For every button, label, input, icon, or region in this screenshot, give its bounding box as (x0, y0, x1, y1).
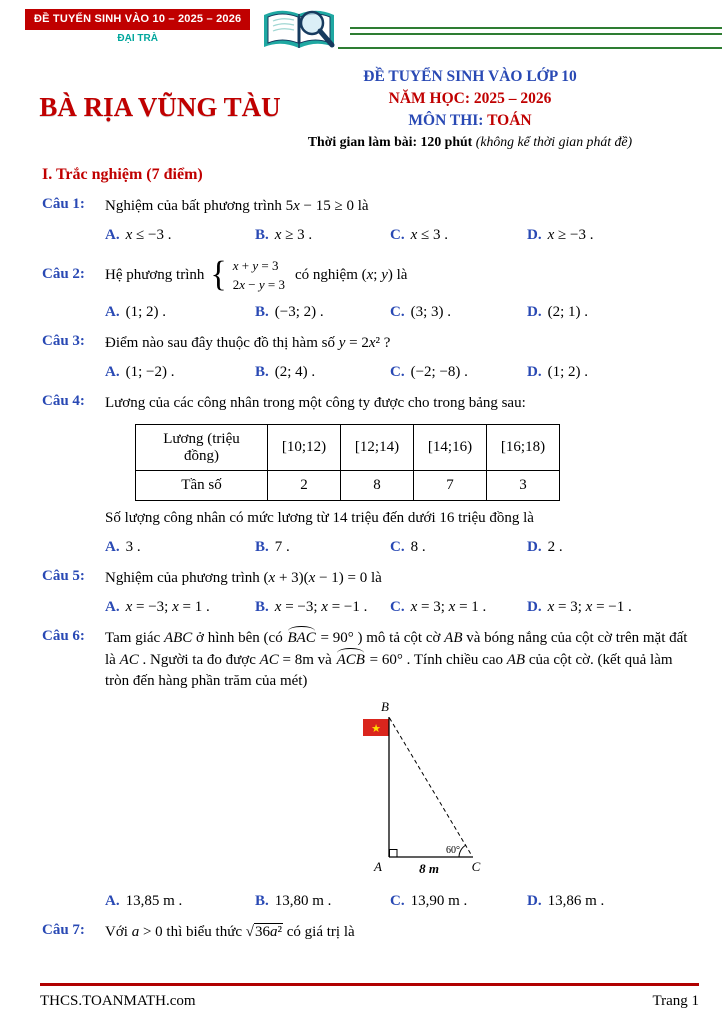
option-letter: B. (255, 363, 269, 380)
base-length-label: 8 m (418, 861, 439, 876)
section-title: I. Trắc nghiệm (7 điểm) (42, 166, 203, 183)
question-4 (42, 393, 699, 557)
option-letter: A. (105, 303, 120, 320)
option-text: (2; 1) . (547, 303, 589, 320)
question-4-options (105, 539, 699, 556)
option-3A (105, 364, 255, 381)
exam-title: ĐỀ TUYỂN SINH VÀO LỚP 10 (363, 68, 577, 85)
question-6-figure (105, 699, 699, 884)
option-2A (105, 304, 255, 321)
page-top-decorations (0, 0, 725, 58)
question-1-text: Nghiệm của bất phương trình 5x − 15 ≥ 0 là (105, 198, 369, 214)
subject-label: MÔN THI: (408, 112, 484, 129)
option-6D (527, 893, 699, 910)
option-3B (255, 364, 390, 381)
option-text: x = 3; x = −1 . (547, 598, 632, 615)
option-text: x = −3; x = 1 . (125, 598, 210, 615)
option-text: 8 . (410, 539, 426, 555)
option-1A (105, 227, 255, 244)
vertex-A-label: A (373, 859, 382, 874)
subject-line (300, 112, 640, 130)
question-2-options (105, 304, 699, 321)
option-text: 13,80 m . (274, 893, 332, 909)
option-letter: D. (527, 539, 542, 555)
option-6A (105, 893, 255, 910)
question-2-text (105, 256, 699, 295)
exam-content (0, 166, 725, 944)
table-cell: [10;12) (268, 425, 341, 471)
angle-arc (459, 845, 466, 857)
question-5-number: Câu 5: (42, 568, 85, 584)
question-2-pre: Hệ phương trình (105, 266, 205, 283)
option-letter: D. (527, 598, 542, 615)
exam-title-block (300, 64, 725, 150)
table-cell: 2 (268, 471, 341, 501)
option-text: x ≤ 3 . (410, 226, 448, 243)
option-letter: D. (527, 893, 542, 909)
option-text: (3; 3) . (410, 303, 452, 320)
system-brace: { (210, 255, 227, 295)
option-letter: C. (390, 893, 405, 909)
question-4-number: Câu 4: (42, 392, 85, 409)
option-5C (390, 599, 527, 616)
option-text: x ≤ −3 . (125, 226, 172, 243)
table-row (136, 425, 560, 471)
option-letter: A. (105, 598, 120, 615)
question-7-number: Câu 7: (42, 922, 85, 938)
time-limit: Thời gian làm bài: 120 phút (307, 134, 473, 149)
option-letter: C. (390, 539, 405, 555)
equation-system (233, 256, 285, 295)
option-2C (390, 304, 527, 321)
subject-name: TOÁN (487, 112, 532, 129)
option-text: 13,85 m . (125, 893, 183, 909)
option-letter: B. (255, 598, 269, 615)
option-text: (2; 4) . (274, 363, 316, 380)
option-letter: D. (527, 363, 542, 380)
footer-site: THCS.TOANMATH.com (40, 993, 196, 1009)
question-2-post: có nghiệm (x; y) là (294, 266, 408, 283)
question-7 (42, 922, 699, 944)
question-1-number: Câu 1: (42, 196, 85, 212)
table-cell: 3 (487, 471, 560, 501)
option-1D (527, 227, 699, 244)
exam-banner (25, 9, 250, 44)
school-year: NĂM HỌC: 2025 – 2026 (388, 90, 552, 107)
option-5A (105, 599, 255, 616)
option-text: 2 . (547, 539, 563, 555)
option-6B (255, 893, 390, 910)
option-2D (527, 304, 699, 321)
table-cell: [12;14) (341, 425, 414, 471)
option-letter: B. (255, 539, 269, 555)
table-cell: 7 (414, 471, 487, 501)
option-text: (−2; −8) . (410, 363, 468, 380)
option-5D (527, 599, 699, 616)
option-letter: B. (255, 303, 269, 320)
question-5-options (105, 599, 699, 616)
equation-1: x + y = 3 (232, 257, 279, 273)
option-text: 13,90 m . (410, 893, 468, 909)
option-5B (255, 599, 390, 616)
question-6-number: Câu 6: (42, 627, 85, 644)
option-text: x = 3; x = 1 . (410, 598, 487, 615)
option-4B (255, 539, 390, 556)
option-text: (1; 2) . (547, 363, 589, 380)
option-2B (255, 304, 390, 321)
option-4C (390, 539, 527, 556)
table-cell: 8 (341, 471, 414, 501)
option-text: (−3; 2) . (274, 303, 324, 320)
equation-2: 2x − y = 3 (232, 277, 285, 293)
question-6 (42, 628, 699, 910)
table-header-cell: Lương (triệu đồng) (136, 425, 268, 471)
question-3-number: Câu 3: (42, 332, 85, 349)
option-letter: A. (105, 893, 120, 909)
exam-header (0, 64, 725, 150)
question-1-options (105, 227, 699, 244)
time-line (300, 134, 640, 150)
option-letter: A. (105, 539, 120, 555)
option-4A (105, 539, 255, 556)
option-letter: A. (105, 226, 120, 243)
option-letter: D. (527, 226, 542, 243)
question-4-text: Lương của các công nhân trong một công ty được cho trong bảng sau: (105, 394, 526, 411)
option-3C (390, 364, 527, 381)
book-magnifier-icon (256, 1, 344, 59)
time-note: (không kể thời gian phát đề) (475, 134, 633, 149)
option-text: x ≥ 3 . (274, 226, 313, 243)
option-text: (1; 2) . (125, 303, 167, 320)
question-2-number: Câu 2: (42, 265, 85, 282)
option-letter: C. (390, 598, 405, 615)
option-letter: C. (390, 363, 405, 380)
option-3D (527, 364, 699, 381)
footer-page-number: Trang 1 (652, 993, 699, 1009)
question-5-text: Nghiệm của phương trình (x + 3)(x − 1) = 0 là (105, 570, 382, 586)
question-7-text: Với a > 0 thì biểu thức √36a² có giá trị là (105, 924, 355, 940)
vertex-C-label: C (471, 859, 480, 874)
question-3-options (105, 364, 699, 381)
option-letter: A. (105, 363, 120, 380)
footer-rule (40, 983, 699, 986)
triangle-side-BC-dashed (389, 718, 472, 856)
table-row (136, 471, 560, 501)
option-4D (527, 539, 699, 556)
option-text: 13,86 m . (547, 893, 605, 909)
option-text: 7 . (274, 539, 290, 555)
flag-star-icon: ★ (370, 722, 381, 735)
question-1 (42, 196, 699, 244)
right-angle-marker (389, 850, 397, 858)
question-5 (42, 568, 699, 616)
banner-subtitle: ĐẠI TRÀ (117, 33, 158, 44)
table-cell: [16;18) (487, 425, 560, 471)
option-6C (390, 893, 527, 910)
vertex-B-label: B (380, 699, 389, 714)
option-letter: D. (527, 303, 542, 320)
option-text: (1; −2) . (125, 363, 175, 380)
option-letter: B. (255, 226, 269, 243)
angle-label: 60° (445, 845, 460, 856)
option-letter: B. (255, 893, 269, 909)
option-text: 3 . (125, 539, 141, 555)
option-letter: C. (390, 303, 405, 320)
book-magnifier-logo (256, 1, 344, 64)
option-text: x = −3; x = −1 . (274, 598, 368, 615)
salary-table (135, 424, 560, 501)
page-footer (40, 983, 699, 1010)
decor-line-middle (350, 33, 722, 35)
question-6-options (105, 893, 699, 910)
question-4-subtext: Số lượng công nhân có mức lương từ 14 triệu đến dưới 16 triệu đồng là (105, 510, 534, 527)
option-1B (255, 227, 390, 244)
province-title: BÀ RỊA VŨNG TÀU (39, 91, 281, 122)
table-header-cell: Tần số (136, 471, 268, 501)
table-cell: [14;16) (414, 425, 487, 471)
option-letter: C. (390, 226, 405, 243)
question-3 (42, 333, 699, 381)
question-3-text: Điểm nào sau đây thuộc đồ thị hàm số y = 2x² ? (105, 334, 391, 351)
banner-title: ĐỀ TUYỂN SINH VÀO 10 – 2025 – 2026 (25, 9, 250, 30)
option-1C (390, 227, 527, 244)
question-2 (42, 256, 699, 321)
flagpole-triangle-figure (315, 699, 490, 884)
option-text: x ≥ −3 . (547, 226, 594, 243)
decor-line-top (350, 27, 722, 29)
question-6-text: Tam giác ABC ở hình bên (có BAC = 90° ) mô tả cột cờ AB và bóng nắng của cột cờ trên mặt đất là AC . Người ta đo được AC = 8m và ACB = 60° . Tính chiều cao AB của cột cờ. (kết quả làm tròn đến hàng phần trăm của mét) (105, 629, 688, 690)
decor-line-bottom (338, 47, 722, 49)
